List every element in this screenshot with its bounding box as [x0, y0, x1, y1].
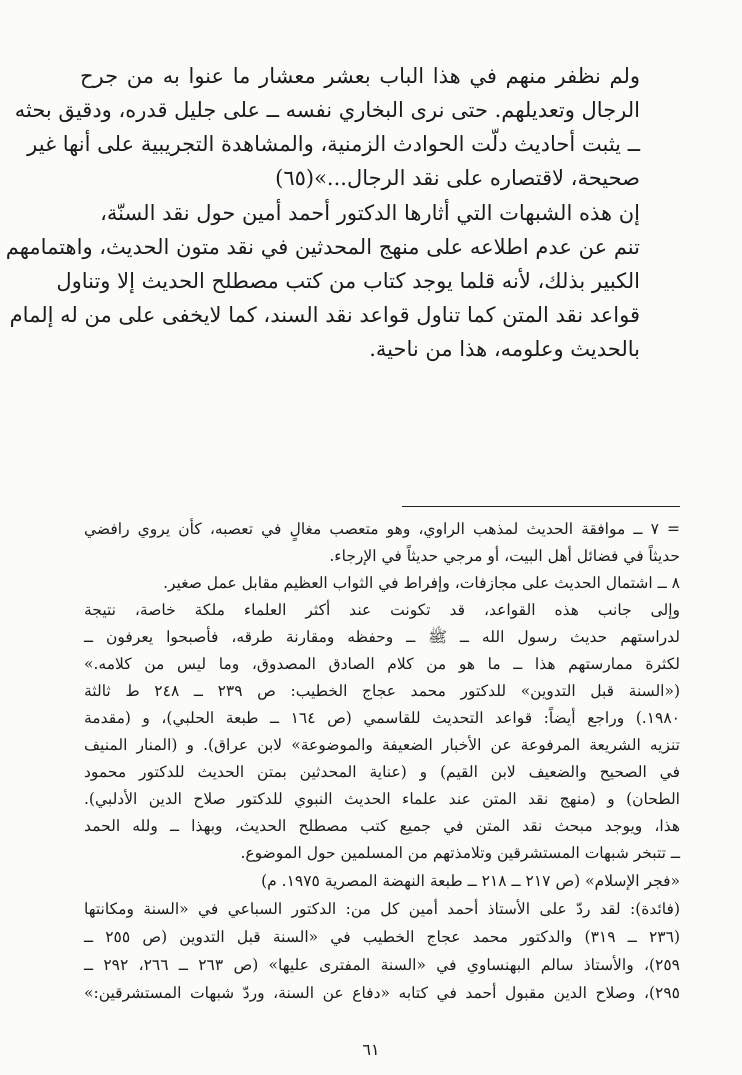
footnote-line: (٢٣٦ ــ ٣١٩) والدكتور محمد عجاج الخطيب في «السنة قبل التدوين (ص ٢٥٥ ــ [84, 928, 681, 946]
main-line: الكبير بذلك، لأنه قلما يوجد كتاب من كتب مصطلح الحديث إلا وتناول [56, 269, 640, 293]
footnote-line: (فائدة): لقد ردّ على الأستاذ أحمد أمين كل من: الدكتور السباعي في «السنة ومكانتها [84, 900, 680, 918]
footnote-line: تنزيه الشريعة المرفوعة عن الأخبار الضعيفة والموضوعة» لابن عراق). و (المنار المنيف [84, 736, 680, 754]
footnote-line: ٨ ــ اشتمال الحديث على مجازفات، وإفراط في الثواب العظيم مقابل عمل صغير. [163, 574, 680, 592]
footnote-line: «فجر الإسلام» (ص ٢١٧ ــ ٢١٨ ــ طبعة النهضة المصرية ١٩٧٥. م) [261, 872, 680, 890]
footnote-line: هذا، ويوجد مبحث نقد المتن في جميع كتب مصطلح الحديث، وبهذا ــ ولله الحمد [84, 817, 680, 835]
main-line: بالحديث وعلومه، هذا من ناحية. [369, 337, 640, 361]
footnote-line: لدراستهم حديث رسول الله ــ ﷺ ــ وحفظه ومقارنة طرقه، فأصبحوا يعرفون ــ [84, 628, 680, 646]
main-line: إن هذه الشبهات التي أثارها الدكتور أحمد أمين حول نقد السنّة، [100, 201, 640, 225]
footnote-line: لكثرة ممارستهم هذا ــ ما هو من كلام الصادق المصدوق، وما ليس من كلامه.» [84, 655, 680, 673]
main-line: ولم نظفر منهم في هذا الباب بعشر معشار ما عنوا به من جرح [80, 64, 640, 88]
main-line: صحيحة، لاقتصاره على نقد الرجال...»(٦٥) [275, 166, 640, 190]
footnote-separator [402, 506, 680, 507]
main-line: تنم عن عدم اطلاعه على منهج المحدثين في نقد متون الحديث، واهتمامهم [5, 235, 640, 259]
main-line: قواعد نقد المتن كما تناول قواعد نقد السند، كما لايخفى على من له إلمام [9, 303, 640, 327]
footnote-line: وإلى جانب هذه القواعد، قد تكونت عند أكثر العلماء ملكة خاصة، نتيجة [84, 601, 680, 619]
footnote-line: الطحان) و (منهج نقد المتن عند علماء الحديث النبوي للدكتور صلاح الدين الأدلبي). [84, 790, 680, 808]
footnote-line: ٢٥٩)، والأستاذ سالم البهنساوي في «السنة المفترى عليها» (ص ٢٦٣ ــ ٢٦٦، ٢٩٢ ــ [84, 956, 680, 974]
main-line: ــ يثبت أحاديث دلّت الحوادث الزمنية، والمشاهدة التجريبية على أنها غير [27, 132, 640, 156]
footnote-line: ٢٩٥)، وصلاح الدين مقبول أحمد في كتابه «دفاع عن السنة، وردّ شبهات المستشرقين:» [84, 984, 680, 1002]
page-number: ٦١ [362, 1040, 380, 1059]
footnote-line: حديثاً في فضائل أهل البيت، أو مرجي حديثاً في الإرجاء. [329, 547, 680, 565]
footnote-line: («السنة قبل التدوين» للدكتور محمد عجاج الخطيب: ص ٢٣٩ ــ ٢٤٨ ط ثالثة [84, 682, 681, 700]
main-line: الرجال وتعديلهم. حتى نرى البخاري نفسه ــ على جليل قدره، ودقيق بحثه [14, 98, 640, 122]
footnote-line: ــ تتبخر شبهات المستشرقين وتلامذتهم من المسلمين حول الموضوع. [240, 844, 680, 862]
footnote-line: ١٩٨٠.) وراجع أيضاً: قواعد التحديث للقاسمي (ص ١٦٤ ــ طبعة الحلبي)، و (مقدمة [84, 709, 680, 727]
footnote-line: في الصحيح والضعيف لابن القيم) و (عناية المحدثين بمتن الحديث للدكتور محمود [84, 763, 680, 781]
footnote-line: = ٧ ــ موافقة الحديث لمذهب الراوي، وهو متعصب مغالٍ في تعصبه، كأن يروي رافضي [84, 520, 680, 538]
